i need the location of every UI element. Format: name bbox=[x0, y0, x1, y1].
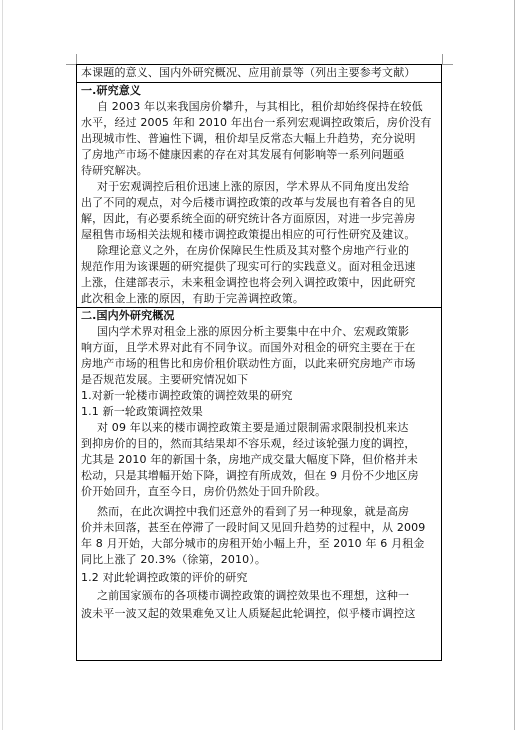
paragraph-line: 出了不同的观点，对今后楼市调控政策的改革与发展也有着各自的见 bbox=[81, 196, 416, 209]
crop-mark bbox=[442, 54, 453, 65]
paragraph-line: 除理论意义之外，在房价保障民生性质及其对整个房地产行业的 bbox=[97, 244, 410, 257]
paragraph-line: 年 8 月开始，大部分城市的房租开始小幅上升，至 2010 年 6 月租金 bbox=[81, 537, 425, 550]
page-edge bbox=[2, 0, 3, 730]
paragraph-line: 价并未回落，甚至在停滞了一段时间又见回升趋势的过程中，从 2009 bbox=[81, 521, 426, 534]
paragraph-line: 波未平一波又起的效果难免又让人质疑起此轮调控，似乎楼市调控这 bbox=[81, 607, 416, 620]
paragraph-line: 出现城市性、普遍性下调，租价却呈反常态大幅上升趋势，充分说明 bbox=[81, 132, 416, 145]
paragraph-line: 了房地产市场不健康因素的存在对其发展有何影响等一系列问题亟 bbox=[81, 148, 405, 161]
paragraph-line: 对 09 年以来的楼市调控政策主要是通过限制需求限制投机来达 bbox=[97, 421, 409, 434]
paragraph-line: 同比上涨了 20.3%（徐第，2010）。 bbox=[81, 553, 267, 566]
paragraph-line: 待研究解决。 bbox=[81, 164, 148, 177]
paragraph-line: 此次租金上涨的原因，有助于完善调控政策。 bbox=[81, 292, 304, 305]
paragraph-line: 松动，只是其增幅开始下降，调控有所成效，但在 9 月份不少地区房 bbox=[81, 469, 419, 482]
section-title: 一.研究意义 bbox=[81, 84, 142, 97]
paragraph-line: 是否规范发展。主要研究情况如下 bbox=[81, 373, 249, 386]
subsection-title: 1.1 新一轮政策调控效果 bbox=[81, 405, 203, 418]
page-edge bbox=[514, 0, 515, 730]
paragraph-line: 屋租售市场相关法规和楼市调控政策提出相应的可行性研究及建议。 bbox=[81, 228, 416, 241]
paragraph-line: 到抑房价的目的，然而其结果却不容乐观，经过该轮强力度的调控， bbox=[81, 437, 416, 450]
section-title: 二.国内外研究概况 bbox=[81, 309, 175, 322]
paragraph-line: 之前国家颁布的各项楼市调控政策的调控效果也不理想，这种一 bbox=[97, 589, 410, 602]
paragraph-line: 然而，在此次调控中我们还意外的看到了另一种现象，就是高房 bbox=[97, 505, 410, 518]
table-header: 本课题的意义、国内外研究概况、应用前景等（列出主要参考文献） bbox=[81, 66, 416, 79]
subsection-title: 1.对新一轮楼市调控政策的调控效果的研究 bbox=[81, 389, 293, 402]
paragraph-line: 国内学术界对租金上涨的原因分析主要集中在中介、宏观政策影 bbox=[97, 325, 410, 338]
paragraph-line: 响方面，且学术界对此有不同争议。而国外对租金的研究主要在于在 bbox=[81, 341, 416, 354]
document-table bbox=[76, 64, 442, 661]
paragraph-line: 尤其是 2010 年的新国十条，房地产成交量大幅度下降，但价格并未 bbox=[81, 453, 418, 466]
paragraph-line: 对于宏观调控后租价迅速上涨的原因，学术界从不同角度出发给 bbox=[97, 180, 410, 193]
subsection-title: 1.2 对此轮调控政策的评价的研究 bbox=[81, 571, 248, 584]
paragraph-line: 房地产市场的租售比和房价租价联动性方面，以此来研究房地产市场 bbox=[81, 357, 416, 370]
paragraph-line: 解，因此，有必要系统全面的研究统计各方面原因，对进一步完善房 bbox=[81, 212, 416, 225]
paragraph-line: 价开始回升，直至今日，房价仍然处于回升阶段。 bbox=[81, 485, 327, 498]
paragraph-line: 上涨，住建部表示，未来租金调控也将会列入调控政策中，因此研究 bbox=[81, 276, 416, 289]
paragraph-line: 水平，经过 2005 年和 2010 年出台一系列宏观调控政策后，房价没有 bbox=[81, 116, 432, 129]
paragraph-line: 自 2003 年以来我国房价攀升，与其相比，租价却始终保持在较低 bbox=[97, 100, 423, 113]
paragraph-line: 规范作用为该课题的研究提供了现实可行的实践意义。面对租金迅速 bbox=[81, 260, 416, 273]
